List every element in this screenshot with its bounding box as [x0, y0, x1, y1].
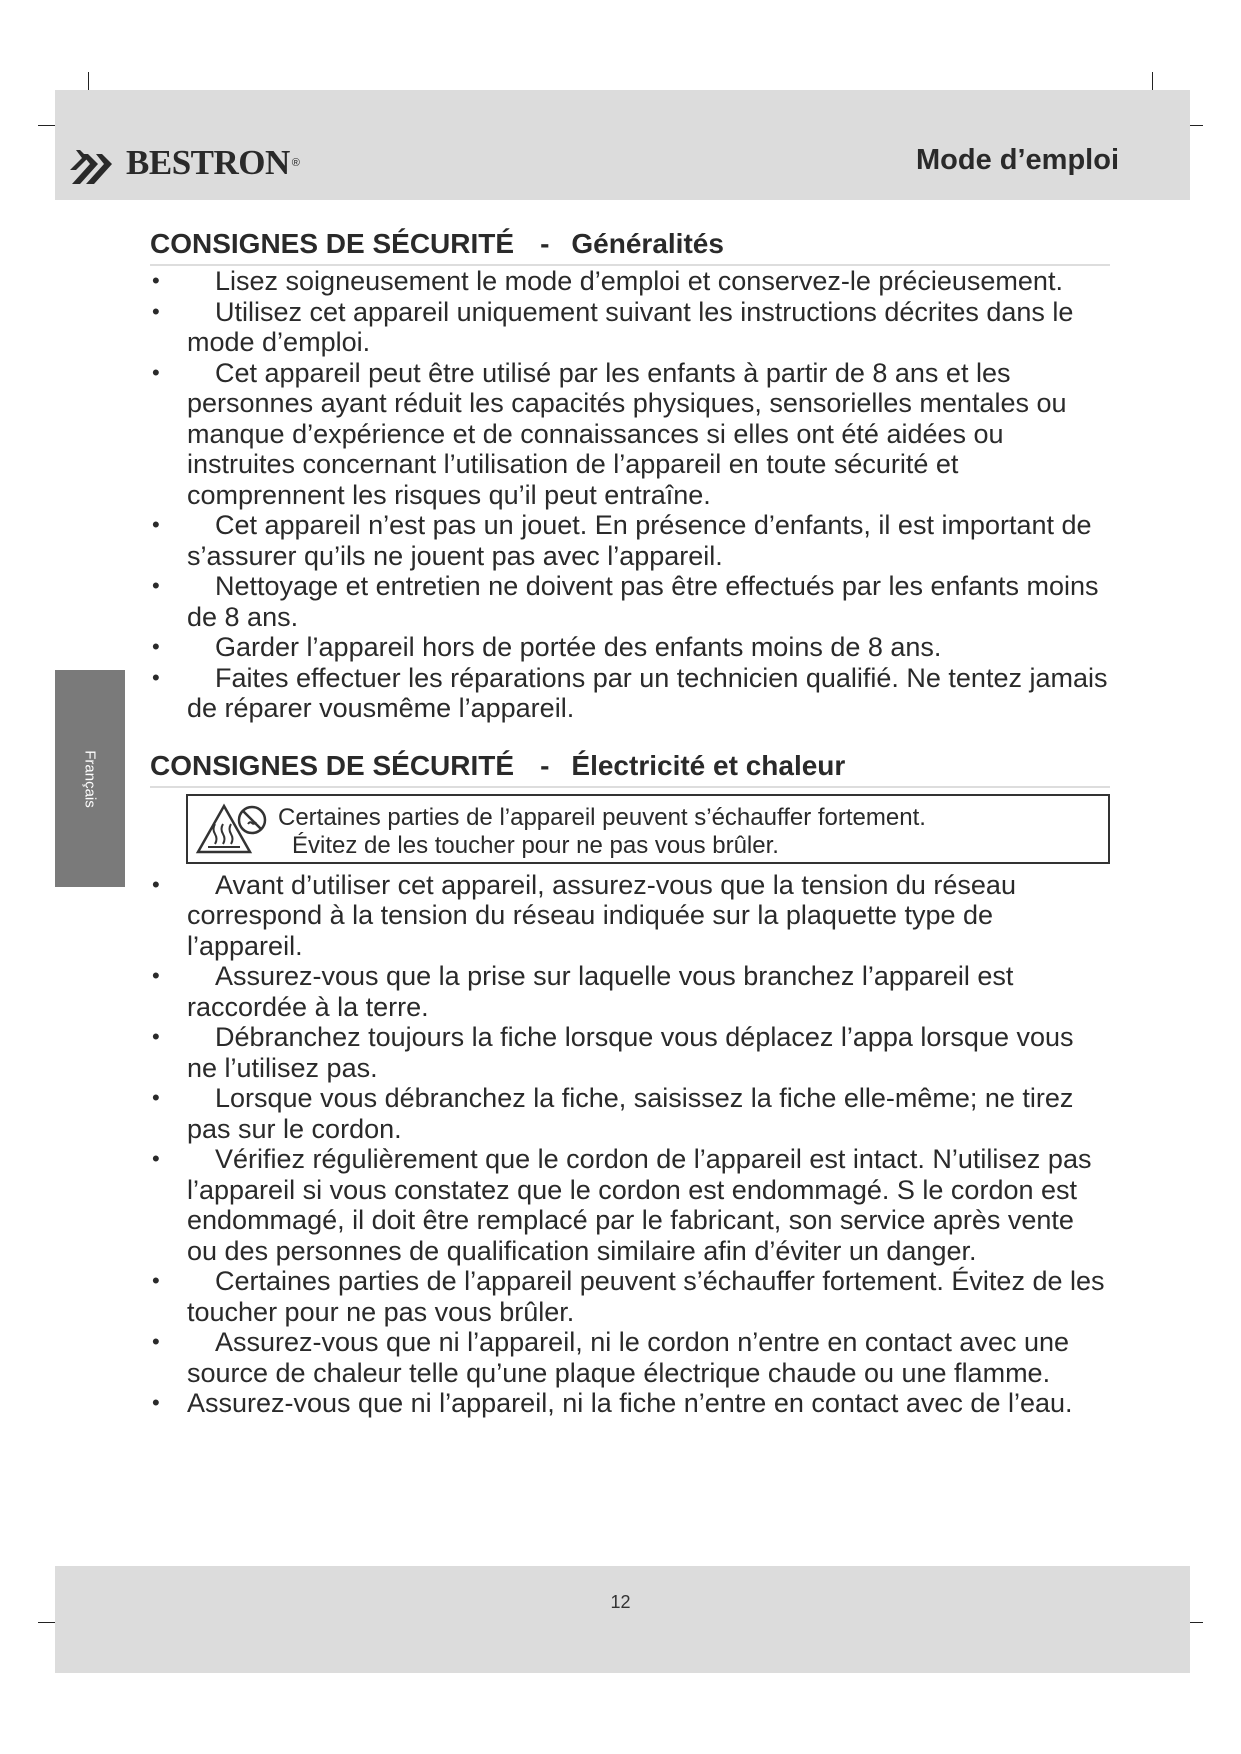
list-item: • Garder l’appareil hors de portée des enfants moins de 8 ans.	[150, 632, 1110, 663]
warning-text-line2: Évitez de les toucher pour ne pas vous brûler.	[292, 831, 779, 859]
list-item: • Débranchez toujours la fiche lorsque vous déplacez l’appa lorsque vous ne l’utilisez pas.	[150, 1022, 1110, 1083]
section-subtitle: Généralités	[571, 228, 724, 259]
list-item: • Lorsque vous débranchez la fiche, saisissez la fiche elle-même; ne tirez pas sur le cordon.	[150, 1083, 1110, 1144]
page-footer	[55, 1566, 1190, 1673]
hot-surface-warning	[186, 794, 1110, 864]
section-heading-electricity	[150, 750, 1110, 788]
language-tab-label: Français	[81, 749, 99, 808]
list-item: • Avant d’utiliser cet appareil, assurez-vous que la tension du réseau correspond à la tension du réseau indiquée sur la plaquette type de l’appareil.	[150, 870, 1110, 962]
list-item: • Assurez-vous que ni l’appareil, ni le cordon n’entre en contact avec une source de chaleur telle qu’une plaque électrique chaude ou une flamme.	[150, 1327, 1110, 1388]
section-separator: -	[540, 749, 550, 781]
list-item: • Cet appareil n’est pas un jouet. En présence d’enfants, il est important de s’assurer qu’ils ne jouent pas avec l’appareil.	[150, 510, 1110, 571]
warning-text-line1: Certaines parties de l’appareil peuvent s’échauffer fortement.	[278, 803, 926, 831]
section-separator: -	[540, 228, 550, 259]
page-content	[150, 228, 1110, 1419]
page-number: 12	[610, 1592, 631, 1612]
list-item: • Assurez-vous que ni l’appareil, ni la fiche n’entre en contact avec de l’eau.	[150, 1388, 1110, 1419]
list-item: • Nettoyage et entretien ne doivent pas être effectués par les enfants moins de 8 ans.	[150, 571, 1110, 632]
hot-surface-warning-icon	[194, 800, 274, 860]
list-item: • Faites effectuer les réparations par un technicien qualifié. Ne tentez jamais de réparer vousmême l’appareil.	[150, 663, 1110, 724]
list-item: • Certaines parties de l’appareil peuvent s’échauffer fortement. Évitez de les toucher pour ne pas vous brûler.	[150, 1266, 1110, 1327]
brand-logo	[68, 138, 300, 188]
section-heading-general	[150, 228, 1110, 266]
brand-name: BESTRON	[126, 143, 290, 182]
list-item: • Assurez-vous que la prise sur laquelle vous branchez l’appareil est raccordée à la terre.	[150, 961, 1110, 1022]
section-subtitle: Électricité et chaleur	[571, 749, 846, 781]
language-tab	[55, 670, 125, 887]
electricity-safety-list	[150, 870, 1110, 1419]
list-item: • Vérifiez régulièrement que le cordon de l’appareil est intact. N’utilisez pas l’appareil si vous constatez que le cordon est endommagé. S le cordon est endommagé, il doit être remplacé par le fabricant, son service après vente ou des personnes de qualification similaire afin d’éviter un danger.	[150, 1144, 1110, 1266]
list-item: • Cet appareil peut être utilisé par les enfants à partir de 8 ans et les personnes ayant réduit les capacités physiques, sensorielles mentales ou manque d’expérience et de connaissances si elles ont été aidées ou instruites concernant l’utilisation de l’appareil en toute sécurité et comprennent les risques qu’il peut entraîne.	[150, 358, 1110, 511]
registered-mark: ®	[291, 157, 300, 169]
document-title: Mode d’emploi	[916, 144, 1119, 176]
chevron-logo-icon	[68, 140, 120, 186]
section-title: CONSIGNES DE SÉCURITÉ	[150, 749, 515, 781]
section-title: CONSIGNES DE SÉCURITÉ	[150, 228, 515, 259]
general-safety-list	[150, 266, 1110, 724]
list-item: • Lisez soigneusement le mode d’emploi et conservez-le précieusement.	[150, 266, 1110, 297]
list-item: • Utilisez cet appareil uniquement suivant les instructions décrites dans le mode d’emploi.	[150, 297, 1110, 358]
